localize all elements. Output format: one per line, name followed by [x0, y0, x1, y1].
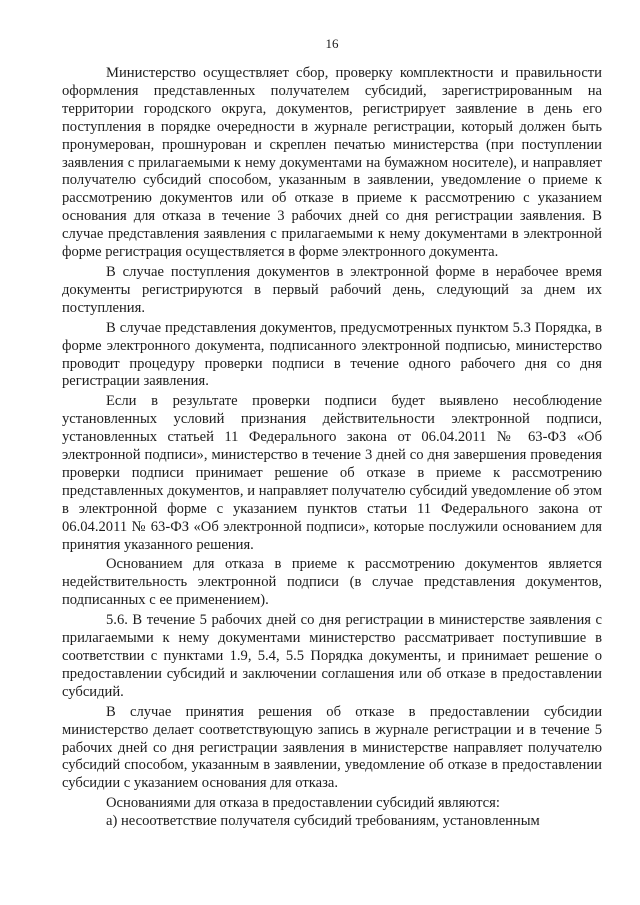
paragraph-nonworking-time: В случае поступления документов в электронной форме в нерабочее время документы регистрируются в первый рабочий день, следующий за днем их поступления. [62, 263, 602, 316]
paragraph-refusal-decision: В случае принятия решения об отказе в предоставлении субсидии министерство делает соответствующую запись в журнале регистрации и в течение 5 рабочих дней со дня регистрации заявления в министерстве направляет получателю субсидий способом, указанным в заявлении, уведомление об отказе в предоставлении субсидии с указанием основания для отказа. [62, 703, 602, 792]
page-number: 16 [325, 36, 339, 51]
paragraph-signature-invalid: Если в результате проверки подписи будет выявлено несоблюдение установленных условий признания действительности электронной подписи, установленных статьей 11 Федерального закона от 06.04.2011 № 63-ФЗ «Об электронной подписи», министерство в течение 3 дней со дня завершения проведения проверки подписи принимает решение об отказе в приеме к рассмотрению представленных документов, и направляет получателю субсидий уведомление об этом в электронной форме с указанием пунктов статьи 11 Федерального закона от 06.04.2011 № 63-ФЗ «Об электронной подписи», которые послужили основанием для принятия указанного решения. [62, 393, 602, 553]
paragraph-refusal-basis: Основанием для отказа в приеме к рассмотрению документов является недействительность электронной подписи (в случае представления документов, подписанных с ее применением). [62, 556, 602, 609]
paragraph-electronic-signature-check: В случае представления документов, предусмотренных пунктом 5.3 Порядка, в форме электронного документа, подписанного электронной подписью, министерство проводит процедуру проверки подписи в течение одного рабочего дня со дня регистрации заявления. [62, 319, 602, 390]
paragraph-registration: Министерство осуществляет сбор, проверку комплектности и правильности оформления представленных получателем субсидий, зарегистрированным на территории городского округа, документов, регистрирует заявление в день его поступления в порядке очередности в журнале регистрации, который должен быть пронумерован, прошнурован и скреплен печатью министерства (при поступлении заявления с прилагаемыми к нему документами на бумажном носителе), и направляет получателю субсидий способом, указанным в заявлении, уведомление о приеме к рассмотрению документов или об отказе в приеме к рассмотрению с указанием основания для отказа в течение 3 рабочих дней со дня регистрации заявления. В случае представления заявления с прилагаемыми к нему документами в электронной форме регистрация осуществляется в форме электронного документа. [62, 65, 602, 261]
paragraph-refusal-grounds-heading: Основаниями для отказа в предоставлении субсидий являются: [106, 795, 500, 812]
paragraph-clause-5-6: 5.6. В течение 5 рабочих дней со дня регистрации в министерстве заявления с прилагаемыми к нему документами министерство рассматривает поступившие в соответствии с пунктами 1.9, 5.4, 5.5 Порядка документы, и принимает решение о предоставлении субсидий и заключении соглашения или об отказе в предоставлении субсидий. [62, 612, 602, 700]
paragraph-ground-a: а) несоответствие получателя субсидий требованиям, установленным [106, 813, 540, 830]
